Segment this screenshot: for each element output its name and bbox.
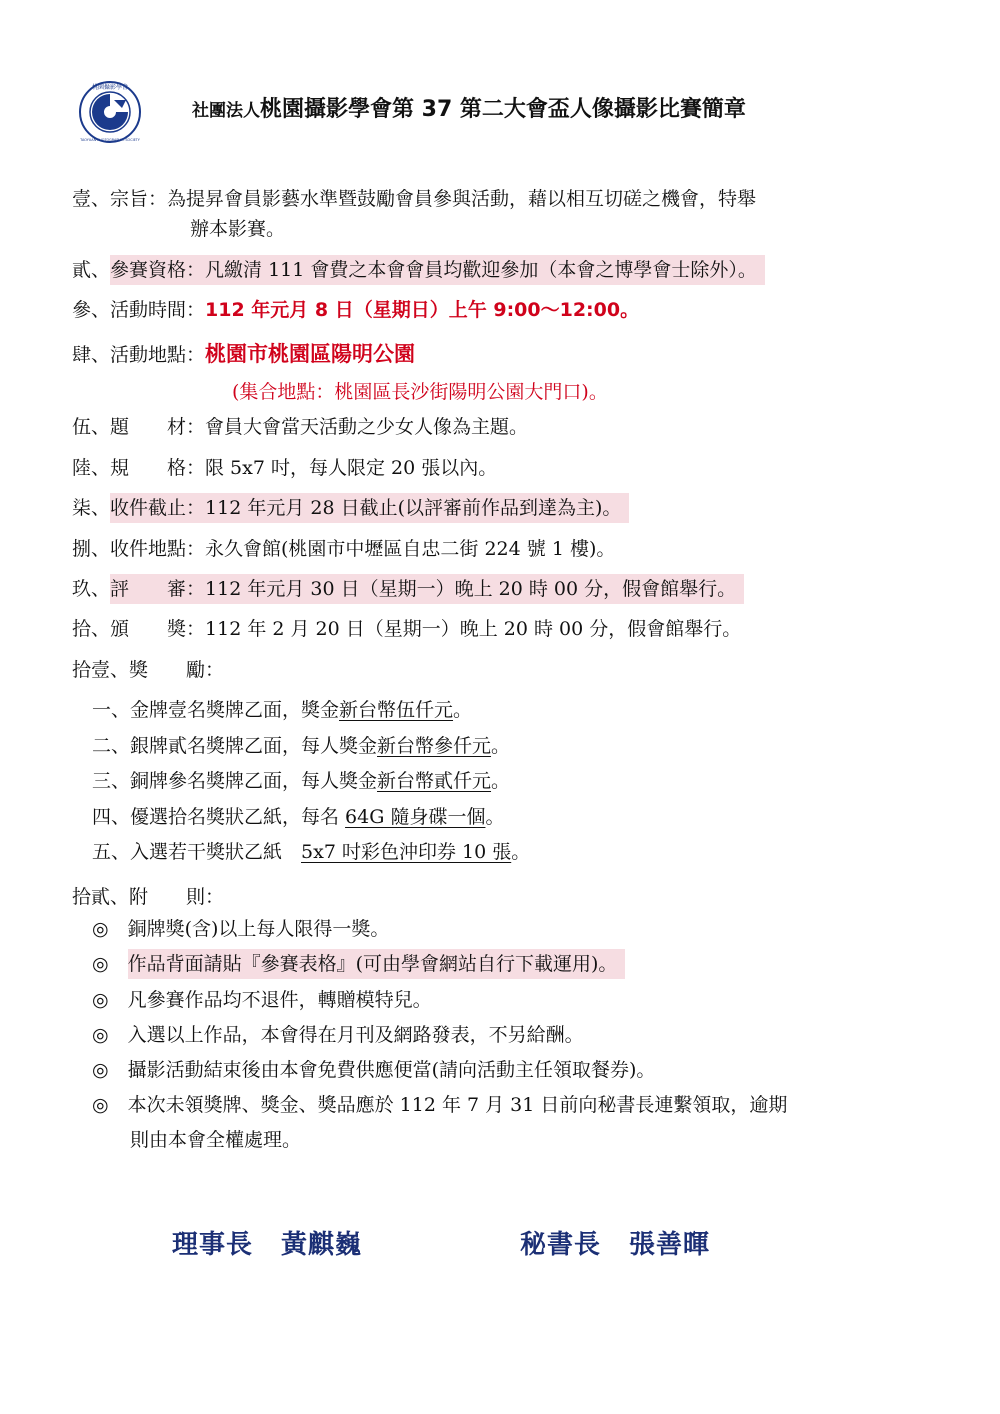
item-label: 壹、宗旨：	[72, 188, 168, 210]
title-prefix: 社團法人	[192, 101, 260, 121]
signature-chair: 理事長 黃麒巍	[172, 1230, 363, 1260]
item-highlight: 參賽資格：凡繳清 111 會費之本會會員均歡迎參加（本會之博學會士除外）。	[110, 255, 765, 285]
bullet-icon: ◎	[92, 953, 109, 975]
item-highlight: 評 審：112 年元月 30 日（星期一）晚上 20 時 00 分，假會館舉行。	[110, 574, 744, 604]
bullet-icon: ◎	[92, 1059, 109, 1081]
award-item: 五、入選若干獎狀乙紙 5x7 吋彩色沖印券 10 張。	[92, 841, 531, 863]
item-time: 參、活動時間：112 年元月 8 日（星期日）上午 9:00～12:00。	[72, 299, 640, 321]
rule-item-cont: 則由本會全權處理。	[130, 1129, 302, 1151]
item-deadline: 柒、收件截止：112 年元月 28 日截止(以評審前作品到達為主)。	[72, 496, 629, 520]
bullet-icon: ◎	[92, 989, 109, 1011]
logo-ring-text-bottom: TAOYUAN PHOTOGRAPHIC SOCIETY	[80, 138, 140, 142]
item-highlight: 收件截止：112 年元月 28 日截止(以評審前作品到達為主)。	[110, 493, 629, 523]
bullet-icon: ◎	[92, 918, 109, 940]
logo-ring-text-top: 桃園攝影學會	[91, 84, 129, 91]
venue-name: 桃園市桃園區陽明公園	[205, 342, 416, 366]
rule-item: ◎ 入選以上作品，本會得在月刊及網路發表，不另給酬。	[92, 1024, 584, 1046]
rule-item: ◎ 本次未領獎牌、獎金、獎品應於 112 年 7 月 31 日前向秘書長連繫領取，逾期	[92, 1094, 788, 1116]
item-text: 為提昇會員影藝水準暨鼓勵會員參與活動，藉以相互切磋之機會，特舉	[167, 188, 757, 210]
rule-item: ◎ 攝影活動結束後由本會免費供應便當(請向活動主任領取餐券)。	[92, 1059, 656, 1081]
item-format: 陸、規 格：限 5x7 吋，每人限定 20 張以內。	[72, 457, 498, 479]
award-item: 三、銅牌參名獎牌乙面，每人獎金新台幣貳仟元。	[92, 770, 511, 792]
awards-heading: 拾壹、獎 勵：	[72, 659, 225, 681]
item-judging: 玖、評 審：112 年元月 30 日（星期一）晚上 20 時 00 分，假會館舉行。	[72, 577, 744, 601]
event-time: 112 年元月 8 日（星期日）上午 9:00～12:00。	[205, 299, 640, 321]
signature-secretary: 秘書長 張善暉	[520, 1230, 711, 1260]
item-purpose-cont: 辦本影賽。	[190, 218, 286, 240]
rule-item: ◎ 凡參賽作品均不退件，轉贈模特兒。	[92, 989, 432, 1011]
item-purpose	[72, 187, 756, 211]
item-submission-place: 捌、收件地點：永久會館(桃園市中壢區自忠二街 224 號 1 樓)。	[72, 538, 616, 560]
award-item: 一、金牌壹名獎牌乙面，獎金新台幣伍仟元。	[92, 699, 473, 721]
award-item: 四、優選拾名獎狀乙紙，每名 64G 隨身碟一個。	[92, 806, 505, 828]
rules-heading: 拾貳、附 則：	[72, 886, 225, 908]
rule-item	[92, 952, 625, 976]
venue-meeting-point: (集合地點：桃園區長沙街陽明公園大門口)。	[232, 381, 608, 403]
society-logo	[78, 80, 142, 144]
item-eligibility	[72, 258, 765, 282]
bullet-icon: ◎	[92, 1024, 109, 1046]
item-theme: 伍、題 材：會員大會當天活動之少女人像為主題。	[72, 416, 529, 438]
title-main: 桃園攝影學會第 37 第二大會盃人像攝影比賽簡章	[260, 97, 746, 122]
rule-item: ◎ 銅牌獎(含)以上每人限得一獎。	[92, 918, 390, 940]
item-award-ceremony: 拾、頒 獎：112 年 2 月 20 日（星期一）晚上 20 時 00 分，假會館舉行。	[72, 618, 742, 640]
award-item: 二、銀牌貳名獎牌乙面，每人獎金新台幣參仟元。	[92, 735, 511, 757]
page-title	[192, 92, 746, 123]
item-venue: 肆、活動地點：桃園市桃園區陽明公園	[72, 342, 416, 366]
item-highlight: 作品背面請貼『參賽表格』(可由學會網站自行下載運用)。	[128, 949, 626, 979]
bullet-icon: ◎	[92, 1094, 109, 1116]
item-num: 貳、	[72, 259, 111, 281]
